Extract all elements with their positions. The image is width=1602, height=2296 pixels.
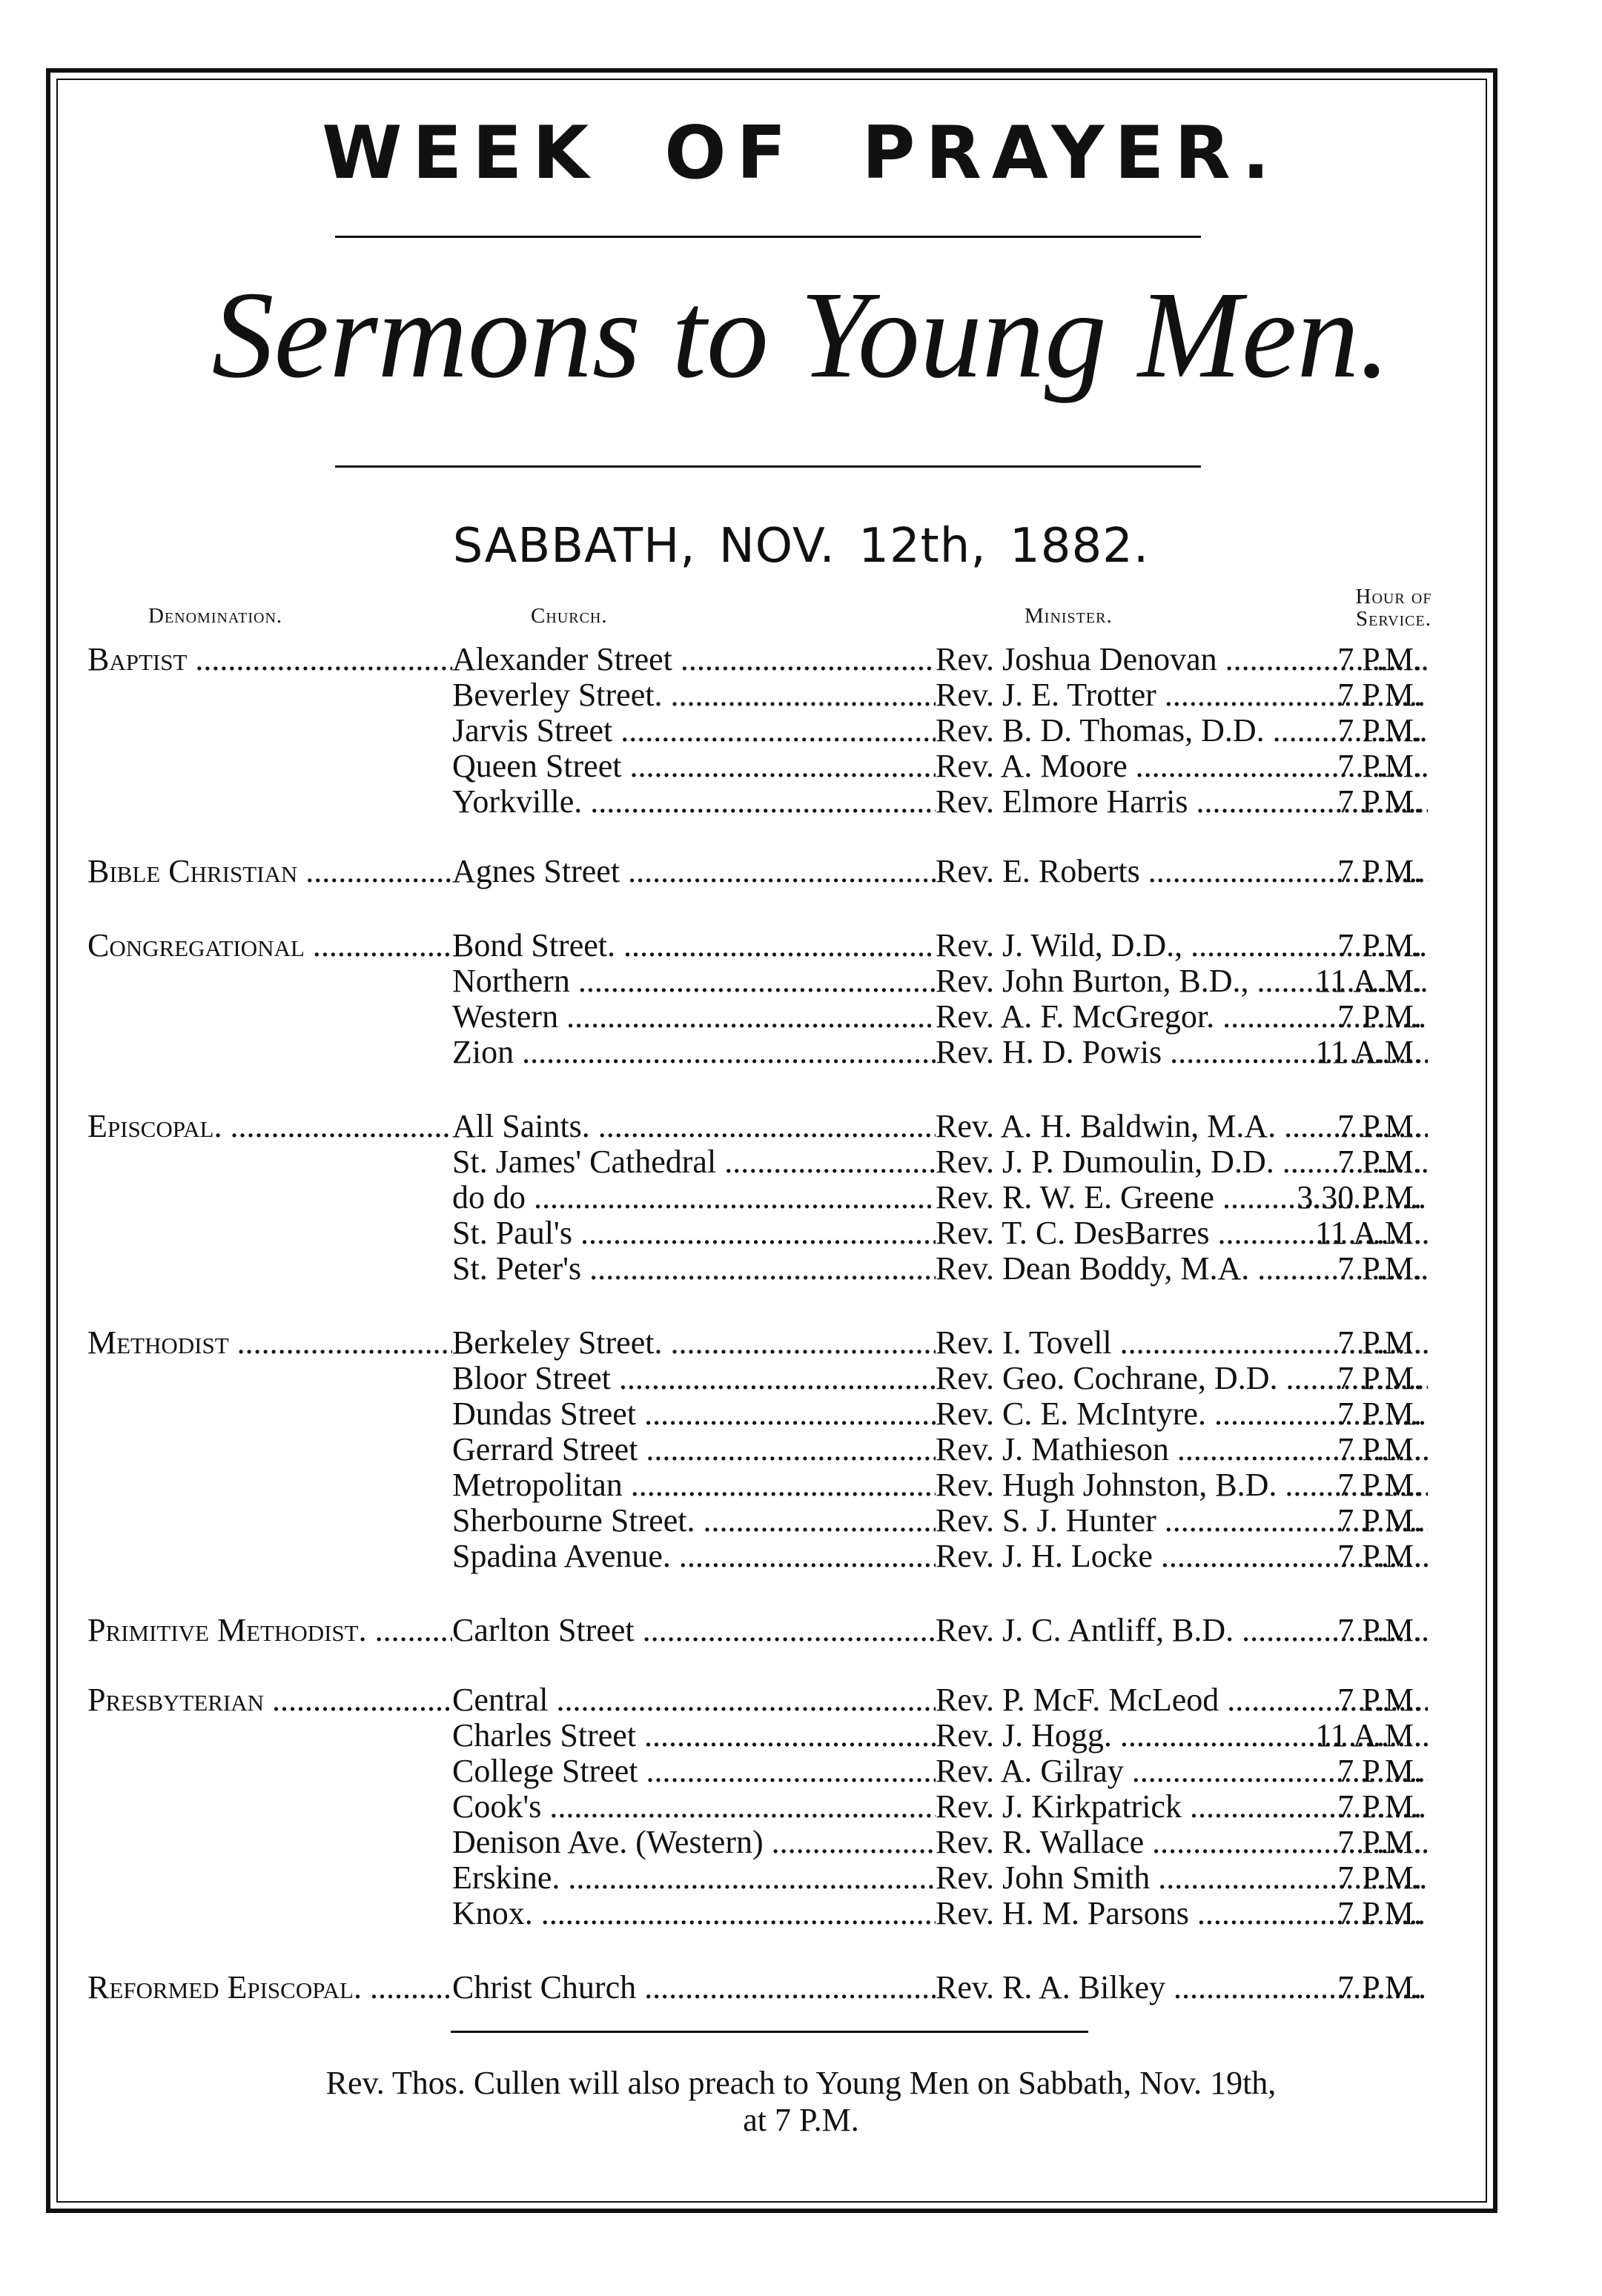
minister-cell: Rev. Joshua Denovan ..... xyxy=(936,642,1428,677)
church-cell: Denison Ave. (Western) ..... xyxy=(452,1825,936,1860)
header-church: Church. xyxy=(531,604,608,628)
closing-note-line2: at 7 P.M. xyxy=(743,2102,859,2138)
hour-text: 7 P.M. xyxy=(1337,853,1422,889)
church-cell: Alexander Street ..... xyxy=(452,642,936,677)
minister-cell: Rev. Elmore Harris ..... xyxy=(936,784,1428,820)
hour-text: 7 P.M. xyxy=(1337,1144,1422,1180)
church-cell: St. Peter's ..... xyxy=(452,1251,936,1287)
minister-cell: Rev. R. W. E. Greene ..... xyxy=(936,1180,1428,1215)
subtitle: Sermons to Young Men. xyxy=(211,266,1391,404)
table-row xyxy=(87,1970,1466,2005)
minister-cell: Rev. Geo. Cochrane, D.D. ..... xyxy=(936,1361,1428,1396)
hour-text: 11 A.M. xyxy=(1315,1034,1422,1070)
minister-cell: Rev. R. Wallace ..... xyxy=(936,1825,1428,1860)
church-cell: Bloor Street ..... xyxy=(452,1361,936,1396)
hour-text: 7 P.M. xyxy=(1337,927,1422,963)
table-row xyxy=(87,999,1466,1035)
hour-text: 7 P.M. xyxy=(1337,1467,1422,1503)
church-cell: Jarvis Street ..... xyxy=(452,713,936,749)
title-rule xyxy=(335,236,1201,238)
church-cell: Dundas Street ..... xyxy=(452,1396,936,1432)
service-date: SABBATH, NOV. 12th, 1882. xyxy=(452,519,1150,574)
church-cell: Western ..... xyxy=(452,999,936,1035)
church-cell: Berkeley Street. ..... xyxy=(452,1325,936,1361)
header-hour xyxy=(1327,585,1460,630)
hour-text: 7 P.M. xyxy=(1337,677,1422,713)
minister-cell: Rev. A. Gilray ..... xyxy=(936,1753,1428,1789)
table-row xyxy=(87,963,1466,999)
hour-text: 7 P.M. xyxy=(1337,1682,1422,1718)
denomination-cell: Baptist ..... xyxy=(87,642,452,677)
minister-cell: Rev. R. A. Bilkey ..... xyxy=(936,1970,1428,2005)
minister-cell: Rev. J. Kirkpatrick ..... xyxy=(936,1789,1428,1825)
table-row xyxy=(87,1109,1466,1144)
hour-text: 7 P.M. xyxy=(1337,1612,1422,1648)
hour-text: 7 P.M. xyxy=(1337,1969,1422,2005)
denomination-cell: Episcopal. ..... xyxy=(87,1109,452,1144)
table-row xyxy=(87,1180,1466,1215)
minister-cell: Rev. S. J. Hunter ..... xyxy=(936,1503,1428,1539)
church-cell: Zion ..... xyxy=(452,1035,936,1070)
table-row xyxy=(87,784,1466,820)
minister-cell: Rev. J. H. Locke ..... xyxy=(936,1539,1428,1574)
hour-text: 7 P.M. xyxy=(1337,1108,1422,1144)
denomination-cell: Reformed Episcopal. ..... xyxy=(87,1970,452,2005)
minister-cell: Rev. J. E. Trotter ..... xyxy=(936,677,1428,713)
hour-text: 7 P.M. xyxy=(1337,783,1422,820)
hour-text: 11 A.M. xyxy=(1315,1717,1422,1753)
table-row xyxy=(87,1432,1466,1467)
church-cell: Christ Church ..... xyxy=(452,1970,936,2005)
table-row xyxy=(87,749,1466,784)
table-row xyxy=(87,642,1466,677)
table-row xyxy=(87,1215,1466,1251)
church-cell: do do ..... xyxy=(452,1180,936,1215)
page-title: WEEK OF PRAYER. xyxy=(322,111,1280,196)
minister-cell: Rev. H. M. Parsons ..... xyxy=(936,1896,1428,1931)
table-row xyxy=(87,1753,1466,1789)
hour-text: 7 P.M. xyxy=(1337,1502,1422,1539)
header-denomination: Denomination. xyxy=(148,604,283,628)
church-cell: Agnes Street ..... xyxy=(452,854,936,889)
church-cell: All Saints. ..... xyxy=(452,1109,936,1144)
header-hour-line1: Hour of xyxy=(1355,585,1432,608)
church-cell: Carlton Street ..... xyxy=(452,1613,936,1648)
minister-cell: Rev. T. C. DesBarres ..... xyxy=(936,1215,1428,1251)
table-row xyxy=(87,1682,1466,1718)
denomination-cell: Congregational ..... xyxy=(87,928,452,963)
church-cell: College Street ..... xyxy=(452,1753,936,1789)
table-row xyxy=(87,1613,1466,1648)
hour-text: 7 P.M. xyxy=(1337,1250,1422,1287)
church-cell: Bond Street. ..... xyxy=(452,928,936,963)
hour-text: 7 P.M. xyxy=(1337,1431,1422,1467)
church-cell: Erskine. ..... xyxy=(452,1860,936,1896)
hour-text: 11 A.M. xyxy=(1315,963,1422,999)
church-cell: Northern ..... xyxy=(452,963,936,999)
minister-cell: Rev. John Smith ..... xyxy=(936,1860,1428,1896)
denomination-cell: Presbyterian ..... xyxy=(87,1682,452,1718)
hour-text: 11 A.M. xyxy=(1315,1215,1422,1251)
header-hour-line2: Service. xyxy=(1356,607,1431,631)
minister-cell: Rev. B. D. Thomas, D.D. ..... xyxy=(936,713,1428,749)
hour-text: 7 P.M. xyxy=(1337,1859,1422,1896)
subtitle-rule xyxy=(335,465,1201,468)
minister-cell: Rev. A. H. Baldwin, M.A. ..... xyxy=(936,1109,1428,1144)
minister-cell: Rev. I. Tovell ..... xyxy=(936,1325,1428,1361)
church-cell: St. James' Cathedral ..... xyxy=(452,1144,936,1180)
hour-text: 7 P.M. xyxy=(1337,1788,1422,1825)
minister-cell: Rev. E. Roberts ..... xyxy=(936,854,1428,889)
minister-cell: Rev. J. Mathieson ..... xyxy=(936,1432,1428,1467)
table-row xyxy=(87,1860,1466,1896)
minister-cell: Rev. A. Moore ..... xyxy=(936,749,1428,784)
table-row xyxy=(87,1396,1466,1432)
table-row xyxy=(87,1467,1466,1503)
church-cell: Spadina Avenue. ..... xyxy=(452,1539,936,1574)
minister-cell: Rev. Hugh Johnston, B.D. ..... xyxy=(936,1467,1428,1503)
table-row xyxy=(87,713,1466,749)
closing-note xyxy=(0,2065,1602,2139)
minister-cell: Rev. J. C. Antliff, B.D. ..... xyxy=(936,1613,1428,1648)
table-row xyxy=(87,677,1466,713)
church-cell: Metropolitan ..... xyxy=(452,1467,936,1503)
minister-cell: Rev. P. McF. McLeod ..... xyxy=(936,1682,1428,1718)
church-cell: Beverley Street. ..... xyxy=(452,677,936,713)
minister-cell: Rev. H. D. Powis ..... xyxy=(936,1035,1428,1070)
hour-text: 7 P.M. xyxy=(1337,712,1422,749)
church-cell: Charles Street ..... xyxy=(452,1718,936,1753)
table-row xyxy=(87,1825,1466,1860)
minister-cell: Rev. J. P. Dumoulin, D.D. ..... xyxy=(936,1144,1428,1180)
minister-cell: Rev. J. Wild, D.D., ..... xyxy=(936,928,1428,963)
hour-text: 7 P.M. xyxy=(1337,748,1422,784)
church-cell: Yorkville. ..... xyxy=(452,784,936,820)
hour-text: 7 P.M. xyxy=(1337,1324,1422,1361)
denomination-cell: Methodist ..... xyxy=(87,1325,452,1361)
church-cell: St. Paul's ..... xyxy=(452,1215,936,1251)
footer-rule xyxy=(451,2031,1088,2033)
table-row xyxy=(87,1718,1466,1753)
table-row xyxy=(87,1361,1466,1396)
hour-text: 7 P.M. xyxy=(1337,1824,1422,1860)
table-row xyxy=(87,1251,1466,1287)
hour-text: 7 P.M. xyxy=(1337,641,1422,677)
minister-cell: Rev. Dean Boddy, M.A. ..... xyxy=(936,1251,1428,1287)
hour-text: 7 P.M. xyxy=(1337,1396,1422,1432)
church-cell: Gerrard Street ..... xyxy=(452,1432,936,1467)
church-cell: Knox. ..... xyxy=(452,1896,936,1931)
church-cell: Cook's ..... xyxy=(452,1789,936,1825)
church-cell: Sherbourne Street. ..... xyxy=(452,1503,936,1539)
table-row xyxy=(87,1789,1466,1825)
header-minister: Minister. xyxy=(1025,604,1113,628)
church-cell: Queen Street ..... xyxy=(452,749,936,784)
hour-text: 7 P.M. xyxy=(1337,1895,1422,1931)
table-row xyxy=(87,1539,1466,1574)
table-row xyxy=(87,1325,1466,1361)
minister-cell: Rev. A. F. McGregor. ..... xyxy=(936,999,1428,1035)
minister-cell: Rev. C. E. McIntyre. ..... xyxy=(936,1396,1428,1432)
hour-text: 7 P.M. xyxy=(1337,1753,1422,1789)
church-cell: Central ..... xyxy=(452,1682,936,1718)
hour-text: 7 P.M. xyxy=(1337,998,1422,1035)
closing-note-line1: Rev. Thos. Cullen will also preach to Young Men on Sabbath, Nov. 19th, xyxy=(325,2065,1277,2101)
denomination-cell: Bible Christian ..... xyxy=(87,854,452,889)
table-row xyxy=(87,928,1466,963)
table-row xyxy=(87,854,1466,889)
hour-text: 7 P.M. xyxy=(1337,1538,1422,1574)
hour-text: 7 P.M. xyxy=(1337,1360,1422,1396)
table-row xyxy=(87,1035,1466,1070)
table-row xyxy=(87,1896,1466,1931)
table-row xyxy=(87,1503,1466,1539)
minister-cell: Rev. J. Hogg. ..... xyxy=(936,1718,1428,1753)
denomination-cell: Primitive Methodist. ..... xyxy=(87,1613,452,1648)
hour-text: 3.30 P.M. xyxy=(1297,1179,1422,1215)
table-row xyxy=(87,1144,1466,1180)
minister-cell: Rev. John Burton, B.D., ..... xyxy=(936,963,1428,999)
